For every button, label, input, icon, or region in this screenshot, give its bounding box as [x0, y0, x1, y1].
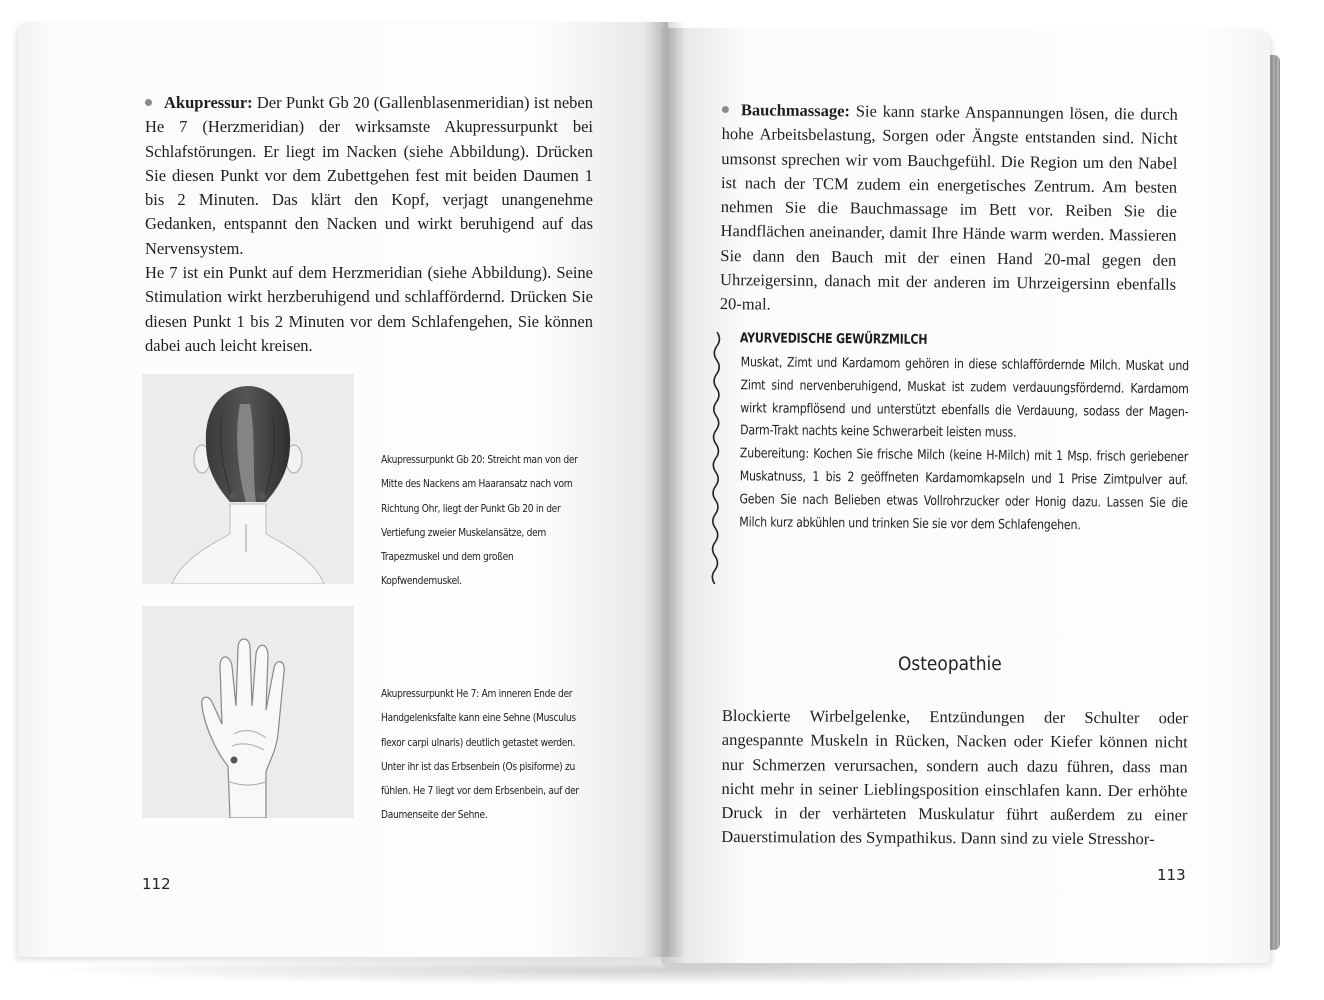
gb20-figure	[142, 374, 354, 584]
left-body-text	[145, 91, 593, 358]
box-paragraph-1: Muskat, Zimt und Kardamom gehören in diese schlaffördernde Milch. Muskat und Zimt sind nervenberuhigend, Muskat ist zudem verdauungsfördernd. Kardamom wirkt krampflösend und unterstützt ebenfalls die Verdauung, sodass der Magen-Darm-Trakt nachts keine Schwerarbeit leisten muss.	[740, 355, 1189, 442]
bauchmassage-text: Sie kann starke Anspannungen lösen, die durch hohe Arbeitsbelastung, Sorgen oder Ängste entstanden sind. Nicht umsonst sprechen wir vom Bauchgefühl. Die Region um den Nabel ist nach der TCM zudem ein energetisches Zentrum. Am besten nehmen Sie die Bauchmassage im Bett vor. Reiben Sie die Handflächen aneinander, damit Ihre Hände warm werden. Massieren Sie dann den Bauch mit der einen Hand 20-mal gegen den Uhrzeigersinn, danach mit der anderen im Uhrzeigersinn ebenfalls 20-mal.	[719, 101, 1178, 314]
bullet-icon	[145, 99, 152, 106]
he7-paragraph: He 7 ist ein Punkt auf dem Herzmeridian (siehe Abbildung). Seine Stimulation wirkt herzberuhigend und schlaffördernd. Drücken Sie diesen Punkt 1 bis 2 Minuten vor dem Schlafengehen, Sie können dabei auch leicht kreisen.	[145, 263, 593, 355]
book-gutter	[645, 22, 685, 957]
bullet-icon	[722, 106, 729, 113]
gb20-caption: Akupressurpunkt Gb 20: Streicht man von der Mitte des Nackens am Haaransatz nach vorn Richtung Ohr, liegt der Punkt Gb 20 in der Vertiefung zweier Muskelansätze, dem Trapezmuskel und dem großen Kopfwendemuskel.	[381, 454, 578, 588]
box-text	[739, 352, 1189, 538]
gewuerzmilch-box	[708, 330, 1189, 590]
wavy-line-icon	[708, 332, 724, 584]
box-paragraph-2: Zubereitung: Kochen Sie frische Milch (keine H-Milch) mit 1 Msp. frisch geriebener Muskatnuss, 1 bis 2 geöffneten Kardamomkapseln und 1 Prise Zimtpulver auf. Geben Sie nach Belieben etwas Vollrohrzucker oder Honig dazu. Lassen Sie die Milch kurz abkühlen und trinken Sie sie vor dem Schlafengehen.	[739, 446, 1189, 533]
open-palm-icon	[142, 606, 354, 818]
bauchmassage-label: Bauchmassage:	[740, 100, 851, 121]
back-of-head-icon	[142, 374, 354, 584]
akupressur-paragraph	[145, 91, 593, 261]
page-number-right: 113	[1157, 866, 1186, 884]
right-body-text	[720, 98, 1178, 321]
page-number-left: 112	[142, 875, 171, 893]
he7-caption: Akupressurpunkt He 7: Am inneren Ende der Handgelenksfalte kann eine Sehne (Musculus flexor carpi ulnaris) deutlich getastet werden. Unter ihr ist das Erbsenbein (Os pisiforme) zu fühlen. He 7 liegt vor dem Erbsenbein, auf der Daumenseite der Sehne.	[381, 688, 579, 822]
bauchmassage-paragraph	[720, 98, 1178, 321]
osteopathie-paragraph: Blockierte Wirbelgelenke, Entzündungen der Schulter oder angespannte Muskeln in Rücken, Nacken oder Kiefer können nicht nur Schmerzen verursachen, sondern auch dazu führen, dass man nicht mehr in seiner Lieblingsposition einschlafen kann. Der erhöhte Druck in der verhärteten Muskulatur führt außerdem zu einer Dauerstimulation des Sympathikus. Dann sind zu viele Stresshor-	[721, 706, 1188, 849]
akupressur-text: Der Punkt Gb 20 (Gallenblasenmeridian) ist neben He 7 (Herzmeridian) der wirksamste Akupressurpunkt bei Schlafstörungen. Er liegt im Nacken (siehe Abbildung). Drücken Sie diesen Punkt vor dem Zubettgehen fest mit beiden Daumen 1 bis 2 Minuten. Das klärt den Kopf, verjagt unangenehme Gedanken, entspannt den Nacken und wirkt beruhigend auf das Nervensystem.	[145, 93, 593, 258]
he7-figure	[142, 606, 354, 818]
akupressur-label: Akupressur:	[164, 93, 253, 112]
section-title: Osteopathie	[898, 654, 1002, 675]
box-title: AYURVEDISCHE GEWÜRZMILCH	[739, 330, 928, 348]
osteopathie-text	[721, 704, 1188, 852]
